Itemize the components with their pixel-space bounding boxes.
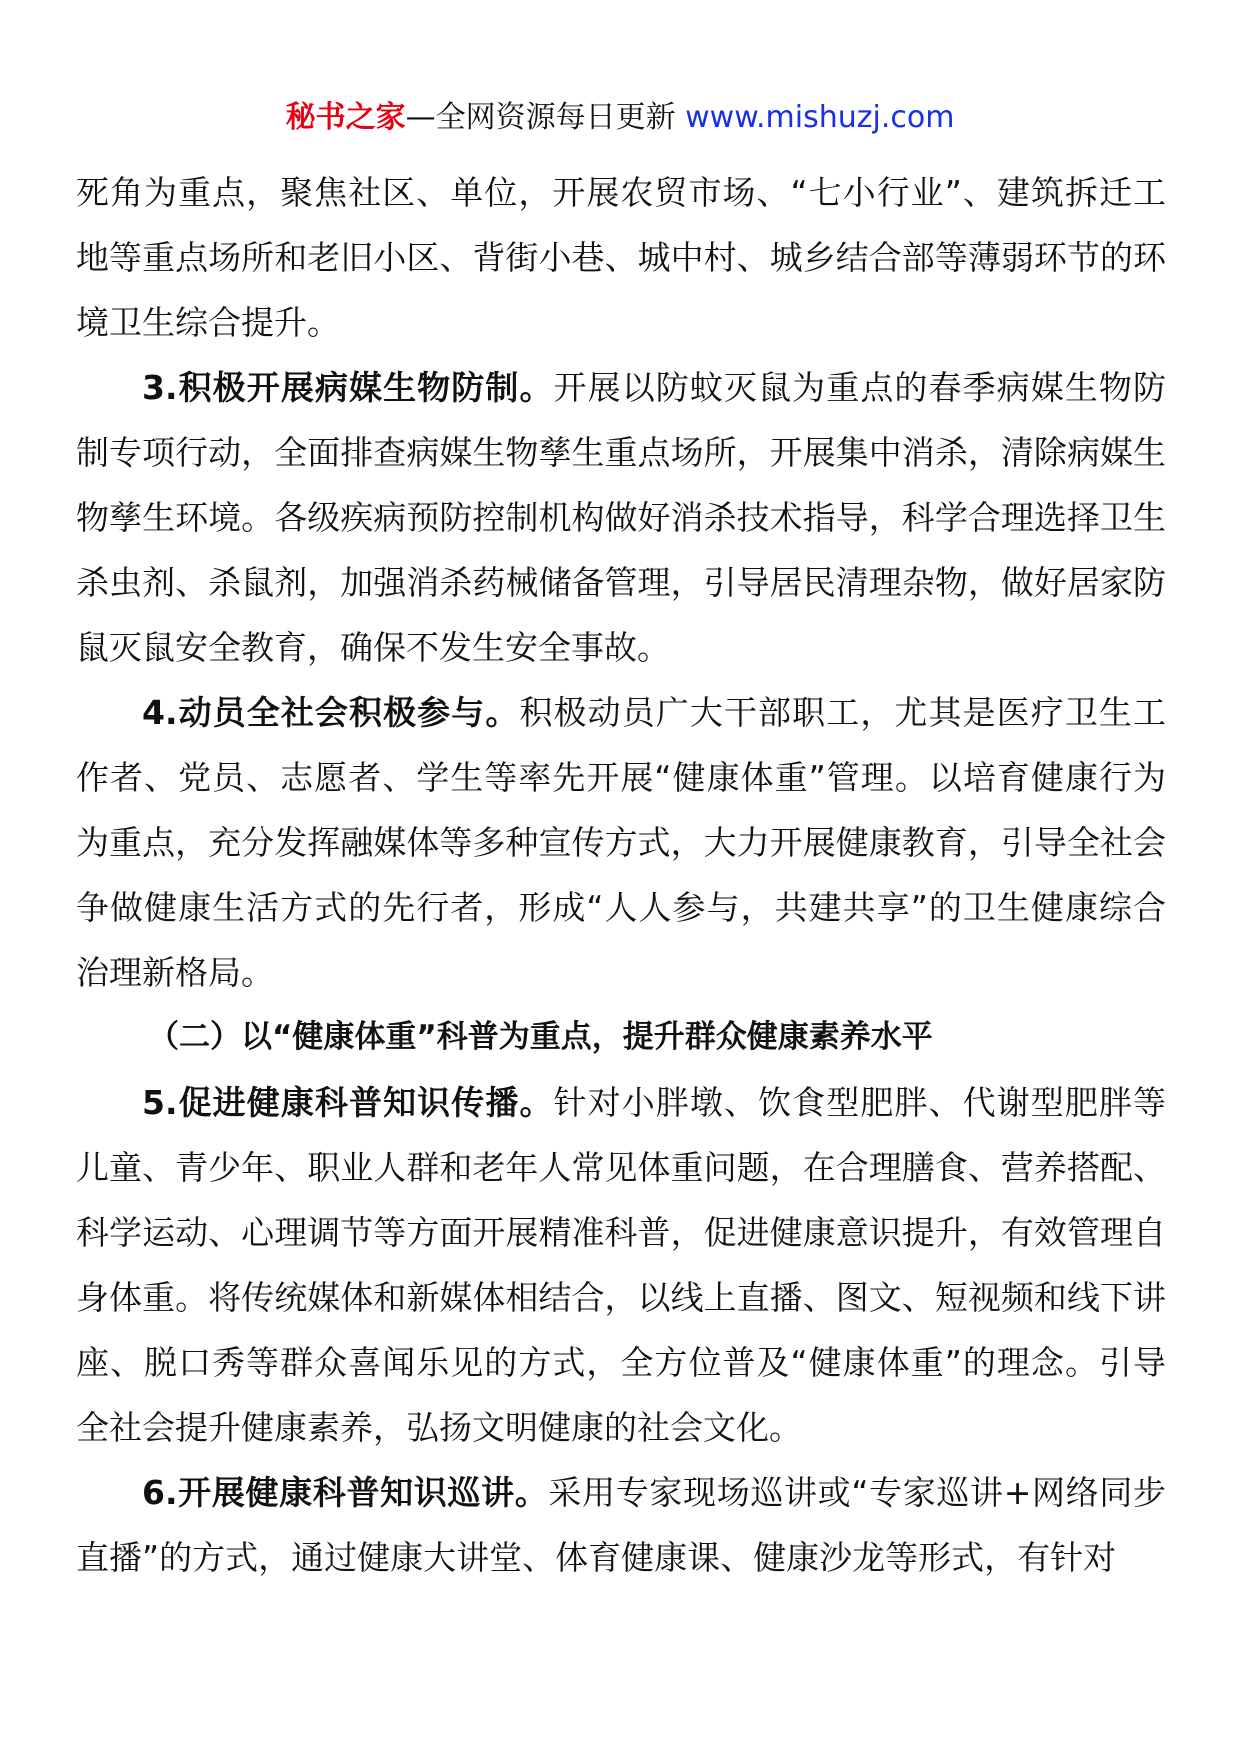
paragraph-item-6 [76, 1460, 1166, 1590]
paragraph-text: 积极动员广大干部职工，尤其是医疗卫生工作者、党员、志愿者、学生等率先开展“健康体重”管理。以培育健康行为为重点，充分发挥融媒体等多种宣传方式，大力开展健康教育，引导全社会争做健康生活方式的先行者，形成“人人参与，共建共享”的卫生健康综合治理新格局。 [76, 693, 1167, 992]
paragraph-item-4 [76, 680, 1166, 1005]
document-body [76, 160, 1166, 1590]
paragraph-text: 采用专家现场巡讲或“专家巡讲+网络同步直播”的方式，通过健康大讲堂、体育健康课、健康沙龙等形式，有针对 [76, 1473, 1167, 1577]
item-heading: 5.促进健康科普知识传播。 [142, 1083, 554, 1122]
brand-name: 秘书之家 [285, 100, 406, 135]
paragraph-text: 针对小胖墩、饮食型肥胖、代谢型肥胖等儿童、青少年、职业人群和老年人常见体重问题，在合理膳食、营养搭配、科学运动、心理调节等方面开展精准科普，促进健康意识提升，有效管理自身体重。将传统媒体和新媒体相结合，以线上直播、图文、短视频和线下讲座、脱口秀等群众喜闻乐见的方式，全方位普及“健康体重”的理念。引导全社会提升健康素养，弘扬文明健康的社会文化。 [76, 1083, 1167, 1447]
paragraph-continued [76, 160, 1166, 355]
site-header [0, 98, 1240, 138]
paragraph-item-5 [76, 1070, 1166, 1460]
paragraph-item-3 [76, 355, 1166, 680]
item-heading: 4.动员全社会积极参与。 [142, 693, 520, 732]
header-slogan: —全网资源每日更新 [405, 100, 686, 135]
site-url-link[interactable]: www.mishuzj.com [685, 100, 955, 135]
paragraph-text: 死角为重点，聚焦社区、单位，开展农贸市场、“七小行业”、建筑拆迁工地等重点场所和老旧小区、背街小巷、城中村、城乡结合部等薄弱环节的环境卫生综合提升。 [76, 173, 1166, 342]
paragraph-text: 开展以防蚊灭鼠为重点的春季病媒生物防制专项行动，全面排查病媒生物孳生重点场所，开展集中消杀，清除病媒生物孳生环境。各级疾病预防控制机构做好消杀技术指导，科学合理选择卫生杀虫剂、杀鼠剂，加强消杀药械储备管理，引导居民清理杂物，做好居家防鼠灭鼠安全教育，确保不发生安全事故。 [76, 368, 1167, 667]
item-heading: 6.开展健康科普知识巡讲。 [142, 1473, 549, 1512]
item-heading: 3.积极开展病媒生物防制。 [142, 368, 554, 407]
section-heading: （二）以“健康体重”科普为重点，提升群众健康素养水平 [148, 1019, 933, 1055]
